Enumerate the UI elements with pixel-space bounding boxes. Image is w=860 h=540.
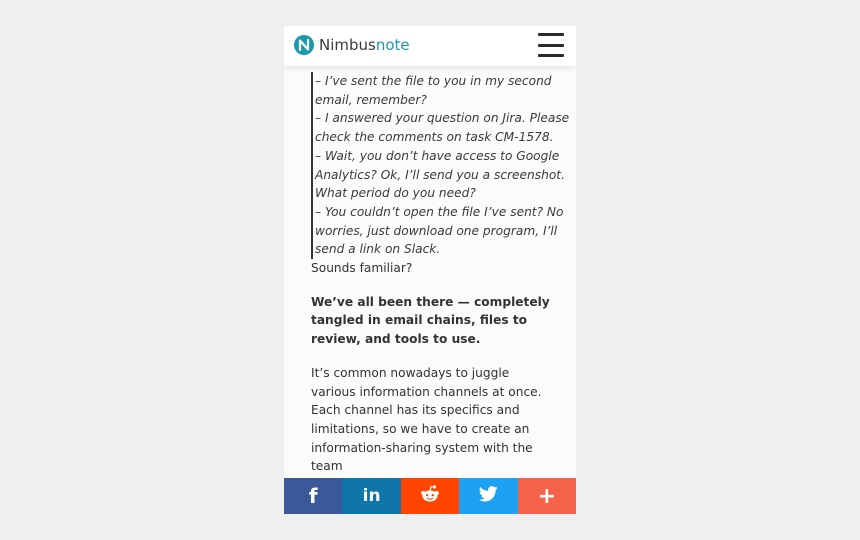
paragraph-familiar: Sounds familiar? [311,261,413,276]
quote-line: What period do you need? [315,186,476,201]
quote-line: – Wait, you don’t have access to Google [315,148,560,163]
menu-line [538,54,564,57]
quote-line: – I answered your question on Jira. Please [315,111,570,126]
share-twitter-button[interactable] [459,478,517,514]
share-facebook-button[interactable] [284,478,342,514]
share-more-button[interactable] [518,478,576,514]
quote-line: email, remember? [315,92,427,107]
quote-line: Analytics? Ok, I’ll send you a screenshot. [315,167,565,182]
menu-line [538,44,564,47]
article-content [311,72,570,476]
share-bar [284,478,576,514]
hamburger-icon[interactable] [538,32,564,58]
site-header [284,26,576,66]
quote-line: send a link on Slack. [315,242,441,257]
menu-line [538,33,564,36]
quote-line: check the comments on task CM-1578. [315,130,554,145]
quote-line: – You couldn’t open the file I’ve sent? No [315,204,564,219]
reddit-icon [420,485,440,508]
logo-word-note: note [375,36,410,54]
quote-line: – I’ve sent the file to you in my second [315,74,552,88]
share-linkedin-button[interactable] [342,478,400,514]
nimbus-logo-icon [294,35,314,55]
logo-text [319,36,410,54]
paragraph-body: It’s common nowadays to juggle various information channels at once. Each channel has its specifics and limitations, so we have to create an information-sharing system with the team [311,365,542,474]
paragraph-bold: We’ve all been there — completely tangled in email chains, files to review, and tools to use. [311,294,550,347]
quote-line: worries, just download one program, I’ll [315,223,558,238]
facebook-icon: f [308,484,318,508]
logo-word-nimbus: Nimbus [319,36,376,54]
mobile-viewport [284,26,576,514]
blockquote [311,72,570,259]
twitter-icon [479,486,498,507]
plus-icon: + [537,483,557,509]
linkedin-icon: in [362,486,381,506]
share-reddit-button[interactable] [401,478,459,514]
logo[interactable] [294,35,410,55]
